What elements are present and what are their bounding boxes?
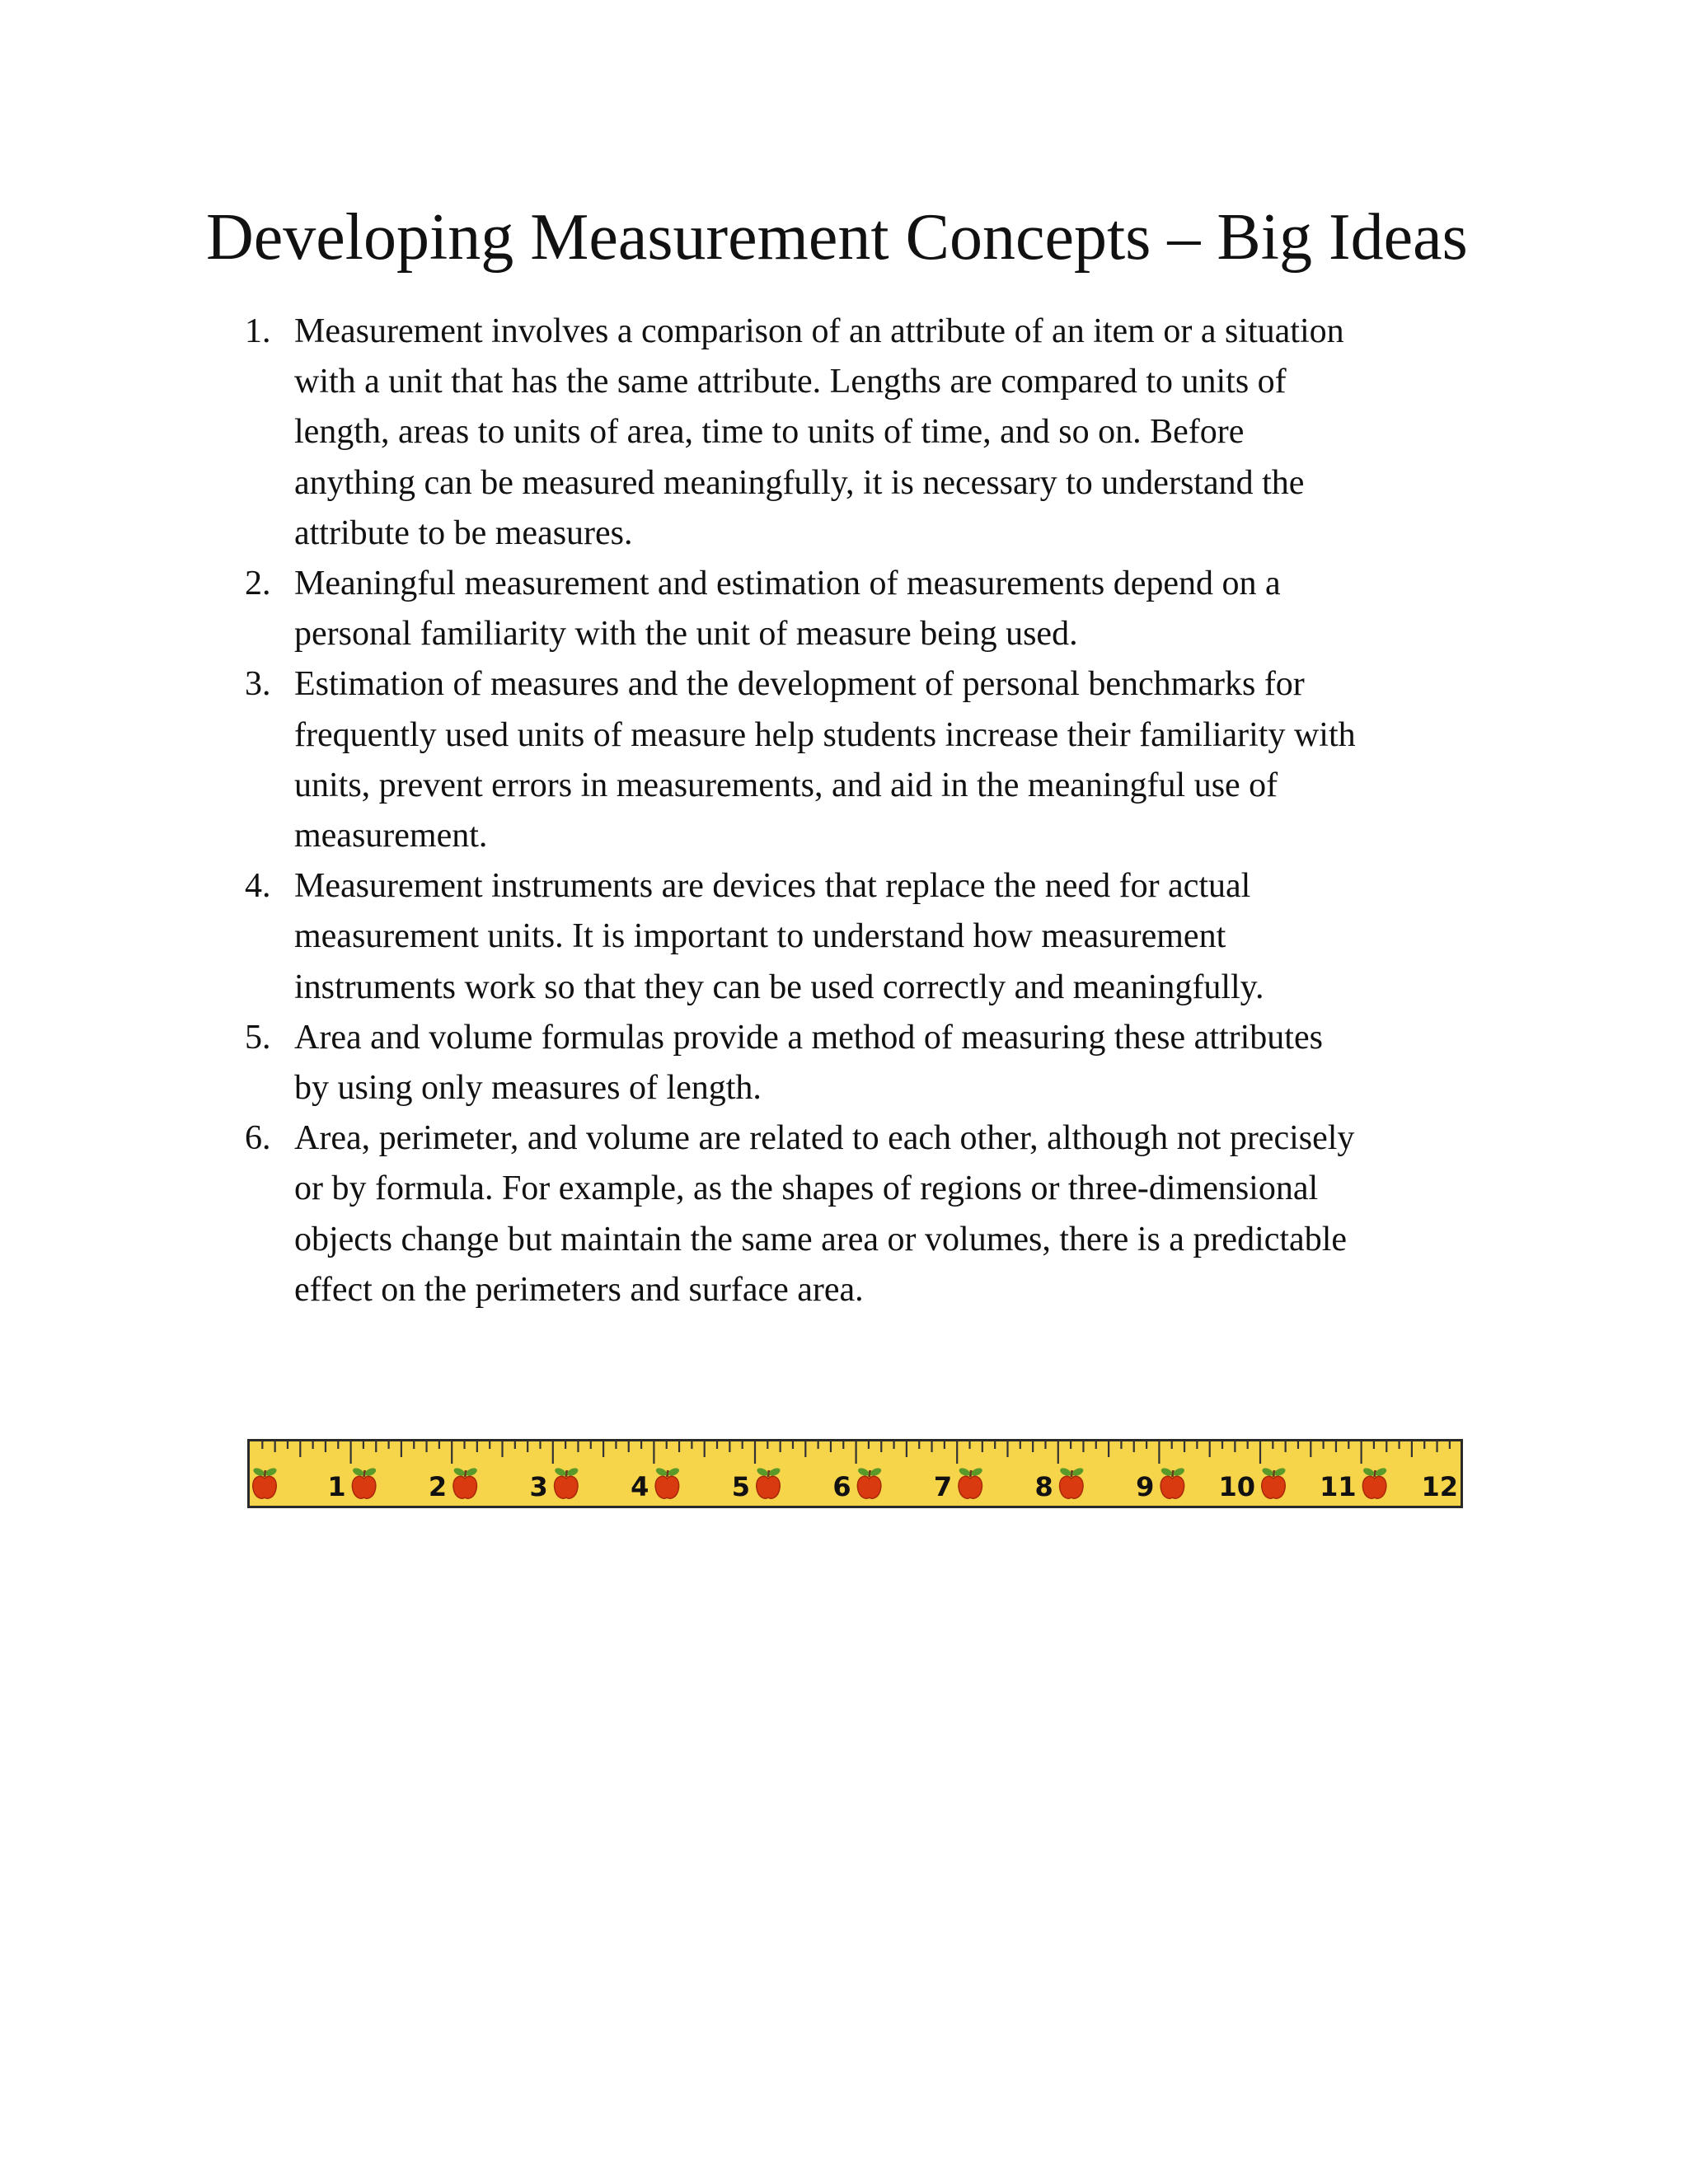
ruler-number: 12	[1421, 1471, 1458, 1502]
ruler-illustration	[247, 1439, 1463, 1508]
apple-stem	[1273, 1470, 1274, 1477]
list-item-line: Area, perimeter, and volume are related to each other, although not precisely	[294, 1119, 1355, 1158]
list-item	[206, 659, 1492, 861]
list-item-line: with a unit that has the same attribute. Lengths are compared to units of	[294, 363, 1287, 401]
apple-stem	[1172, 1470, 1173, 1477]
apple-icon	[352, 1476, 375, 1498]
page-title: Developing Measurement Concepts – Big Ideas	[206, 201, 1468, 274]
list-item-line: anything can be measured meaningfully, it is necessary to understand the	[294, 463, 1305, 502]
apple-icon	[1060, 1476, 1083, 1498]
list-item-number: 1.	[245, 312, 271, 350]
apple-stem	[1071, 1470, 1072, 1477]
apple-icon	[959, 1476, 982, 1498]
apple-stem	[364, 1470, 365, 1477]
ruler-number: 1	[327, 1471, 346, 1502]
list-item-line: or by formula. For example, as the shapes of regions or three-dimensional	[294, 1169, 1319, 1208]
list-item-number: 2.	[245, 565, 271, 603]
list-item-number: 3.	[245, 665, 271, 704]
apple-icon	[1160, 1476, 1184, 1498]
list-item-line: Area and volume formulas provide a method of measuring these attributes	[294, 1018, 1323, 1057]
list-item-line: Estimation of measures and the development of personal benchmarks for	[294, 665, 1305, 704]
list-item-line: Meaningful measurement and estimation of measurements depend on a	[294, 565, 1281, 603]
list-item-line: length, areas to units of area, time to units of time, and so on. Before	[294, 413, 1245, 452]
ruler-number: 2	[428, 1471, 448, 1502]
apple-icon	[1262, 1476, 1285, 1498]
list-item	[206, 1113, 1492, 1315]
apple-icon	[1362, 1476, 1386, 1498]
apple-stem	[768, 1470, 769, 1477]
list-item-line: measurement.	[294, 817, 488, 855]
apple-stem	[1375, 1470, 1376, 1477]
ruler-graphic	[247, 1439, 1463, 1508]
ruler-number: 4	[631, 1471, 649, 1502]
list-item-line: attribute to be measures.	[294, 513, 633, 552]
list-item-line: frequently used units of measure help students increase their familiarity with	[294, 715, 1356, 754]
apple-icon	[655, 1476, 678, 1498]
apple-icon	[555, 1476, 578, 1498]
list-item-line: by using only measures of length.	[294, 1069, 762, 1108]
list-item-line: measurement units. It is important to understand how measurement	[294, 917, 1226, 956]
ruler-number: 10	[1218, 1471, 1255, 1502]
list-item	[206, 1013, 1492, 1113]
list-item-line: units, prevent errors in measurements, and aid in the meaningful use of	[294, 766, 1278, 804]
apple-stem	[970, 1470, 971, 1477]
list-item	[206, 559, 1492, 659]
ruler-number: 8	[1034, 1471, 1053, 1502]
list-item-line: objects change but maintain the same area or volumes, there is a predictable	[294, 1220, 1348, 1258]
list-item-number: 6.	[245, 1119, 271, 1158]
ruler-number: 6	[832, 1471, 851, 1502]
ruler-number: 7	[933, 1471, 953, 1502]
apple-icon	[453, 1476, 476, 1498]
list-item-number: 4.	[245, 867, 271, 906]
ruler-number: 11	[1320, 1471, 1357, 1502]
list-item-line: Measurement involves a comparison of an attribute of an item or a situation	[294, 312, 1344, 350]
ruler-number: 5	[731, 1471, 750, 1502]
list-item-line: Measurement instruments are devices that replace the need for actual	[294, 867, 1251, 906]
list-item-number: 5.	[245, 1018, 271, 1057]
list-item	[206, 861, 1492, 1013]
apple-stem	[566, 1470, 567, 1477]
ruler-number: 3	[529, 1471, 548, 1502]
list-item-line: instruments work so that they can be used correctly and meaningfully.	[294, 968, 1264, 1006]
list-item-line: effect on the perimeters and surface area.	[294, 1270, 864, 1309]
ruler-number: 9	[1136, 1471, 1155, 1502]
apple-stem	[667, 1470, 668, 1477]
apple-icon	[857, 1476, 880, 1498]
apple-stem	[465, 1470, 466, 1477]
list-item	[206, 307, 1492, 559]
list-item-line: personal familiarity with the unit of measure being used.	[294, 615, 1078, 654]
apple-icon	[253, 1476, 276, 1498]
big-ideas-list	[206, 307, 1492, 1315]
apple-icon	[757, 1476, 780, 1498]
